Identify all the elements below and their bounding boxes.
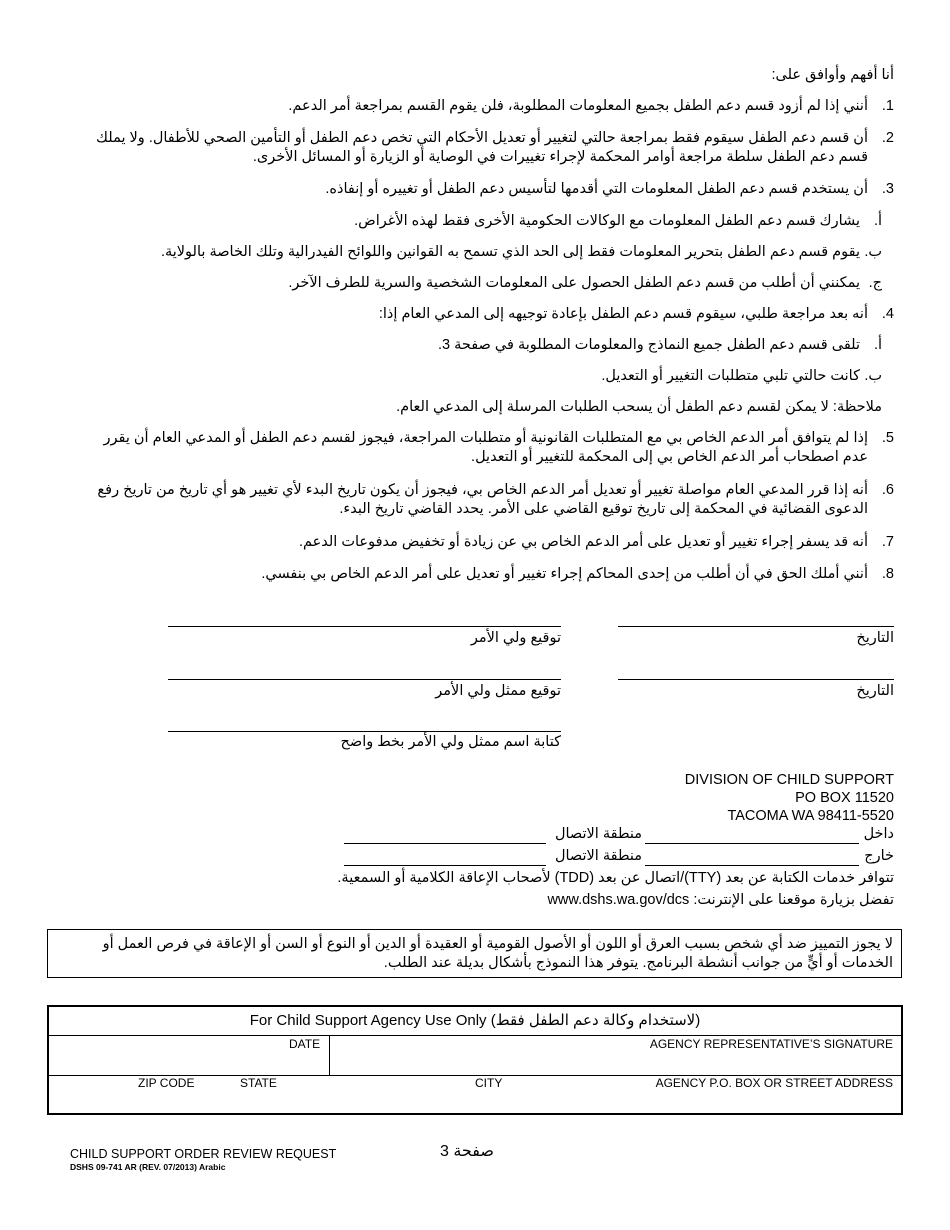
outside-area-code-line[interactable]: [344, 865, 546, 866]
item-text: أنه قد يسفر إجراء تغيير أو تعديل على أمر الدعم الخاص بي عن زيادة أو تخفيض مدفوعات الدعم.: [298, 534, 868, 550]
sub-item-letter: أ.: [873, 337, 882, 353]
item-text: أنه بعد مراجعة طلبي، سيقوم قسم دعم الطفل بإعادة توجيهه إلى المدعي العام إذا:: [378, 306, 868, 322]
note-text: ملاحظة: لا يمكن لقسم دعم الطفل أن يسحب الطلبات المرسلة إلى المدعي العام.: [396, 399, 882, 415]
address-line-1: DIVISION OF CHILD SUPPORT: [684, 772, 894, 788]
website-link[interactable]: www.dshs.wa.gov/dcs: [547, 892, 690, 908]
website-line: [547, 891, 894, 910]
column-divider: [329, 1035, 330, 1075]
date-label: التاريخ: [856, 630, 894, 646]
agency-zip-label: ZIP CODE: [138, 1076, 195, 1090]
agency-address-label: AGENCY P.O. BOX OR STREET ADDRESS: [655, 1076, 893, 1090]
item-number: 2.: [881, 130, 894, 146]
inside-area-code-line[interactable]: [344, 843, 546, 844]
address-line-2: PO BOX 11520: [795, 790, 894, 806]
sub-item-letter: أ.: [873, 213, 882, 229]
agency-signature-row: [49, 1035, 901, 1076]
item-number: 7.: [881, 534, 894, 550]
website-label: تفضل بزيارة موقعنا على الإنترنت:: [693, 892, 894, 908]
agency-city-label: CITY: [475, 1076, 503, 1090]
representative-signature-label: توقيع ممثل ولي الأمر: [435, 683, 561, 699]
item-text: أنني إذا لم أزود قسم دعم الطفل بجميع المعلومات المطلوبة، فلن يقوم القسم بمراجعة أمر الدعم.: [288, 98, 868, 114]
outside-phone-line[interactable]: [645, 865, 859, 866]
address-line-3: TACOMA WA 98411-5520: [727, 808, 894, 824]
parent-signature-label: توقيع ولي الأمر: [470, 630, 561, 646]
agency-state-label: STATE: [240, 1076, 277, 1090]
sub-item-letter: ج.: [868, 275, 882, 291]
sub-item-text: يقوم قسم دعم الطفل بتحرير المعلومات فقط إلى الحد الذي تسمح به القوانين واللوائح الفيدرالية وتلك الخاصة بالولاية.: [160, 244, 860, 260]
inside-label: داخل: [863, 826, 894, 842]
item-number: 8.: [881, 566, 894, 582]
item-text: أن يستخدم قسم دعم الطفل المعلومات التي أقدمها لتأسيس دعم الطفل أو تغييره أو إنفاذه.: [325, 181, 868, 197]
item-number: 4.: [881, 306, 894, 322]
date-line-1[interactable]: [618, 626, 894, 627]
nondiscrimination-box: [47, 929, 902, 978]
item-number: 1.: [881, 98, 894, 114]
item-text: أنني أملك الحق في أن أطلب من إحدى المحاكم إجراء تغيير أو تعديل على أمر الدعم الخاص بي بنفسي.: [261, 566, 868, 582]
representative-signature-line[interactable]: [168, 679, 561, 680]
item-text: أن قسم دعم الطفل سيقوم فقط بمراجعة حالتي لتغيير أو تعديل الأحكام التي تخص دعم الطفل أو التأمين الصحي للأطفال. ولا يملك قسم دعم الطفل سلطة مراجعة أوامر المحكمة لإجراء تغييرات في الوصاية أو الزيارة أو المسائل الأخرى.: [96, 130, 868, 165]
item-number: 5.: [881, 430, 894, 446]
sub-item-letter: ب.: [864, 244, 882, 260]
date-line-2[interactable]: [618, 679, 894, 680]
tty-notice: تتوافر خدمات الكتابة عن بعد (TTY)/اتصال عن بعد (TDD) لأصحاب الإعاقة الكلامية أو السمعية.: [337, 870, 894, 886]
agency-rep-signature-label: AGENCY REPRESENTATIVE’S SIGNATURE: [649, 1037, 893, 1051]
intro-heading: أنا أفهم وأوافق على:: [771, 67, 894, 83]
item-number: 6.: [881, 482, 894, 498]
date-label: التاريخ: [856, 683, 894, 699]
sub-item-text: كانت حالتي تلبي متطلبات التغيير أو التعديل.: [601, 368, 860, 384]
form-title: CHILD SUPPORT ORDER REVIEW REQUEST: [70, 1147, 337, 1161]
form-code: DSHS 09-741 AR (REV. 07/2013) Arabic: [70, 1162, 226, 1172]
area-code-label: منطقة الاتصال: [554, 826, 642, 842]
page-number: صفحة 3: [440, 1143, 494, 1160]
item-number: 3.: [881, 181, 894, 197]
sub-item-text: يمكنني أن أطلب من قسم دعم الطفل الحصول على المعلومات الشخصية والسرية للطرف الآخر.: [288, 275, 860, 291]
area-code-label: منطقة الاتصال: [554, 848, 642, 864]
representative-name-line[interactable]: [168, 731, 561, 732]
representative-name-label: كتابة اسم ممثل ولي الأمر بخط واضح: [340, 734, 561, 750]
inside-phone-line[interactable]: [645, 843, 859, 844]
sub-item-text: تلقى قسم دعم الطفل جميع النماذج والمعلومات المطلوبة في صفحة 3.: [437, 337, 860, 353]
agency-use-box: [47, 1005, 903, 1115]
agency-box-title: For Child Support Agency Use Only (لاستخدام وكالة دعم الطفل فقط): [49, 1007, 901, 1036]
item-text: أنه إذا قرر المدعي العام مواصلة تغيير أو تعديل أمر الدعم الخاص بي، فيجوز أن يكون تاريخ البدء لأي تغيير هو أي تاريخ من تاريخ رفع الدعوى القضائية في المحكمة إلى تاريخ توقيع القاضي على الأمر. يحدد القاضي تاريخ البدء.: [97, 482, 868, 517]
sub-item-letter: ب.: [864, 368, 882, 384]
nondiscrimination-text: لا يجوز التمييز ضد أي شخص بسبب العرق أو اللون أو الأصول القومية أو العقيدة أو الدين أو النوع أو السن أو الإعاقة في فرص العمل أو الخدمات أو أيٍّ من جوانب أنشطة البرنامج. يتوفر هذا النموذج بأشكال بديلة عند الطلب.: [102, 936, 893, 971]
item-text: إذا لم يتوافق أمر الدعم الخاص بي مع المتطلبات القانونية أو متطلبات المراجعة، فيجوز لقسم دعم الطفل أو المدعي العام أن يقرر عدم اصطحاب أمر الدعم الخاص بي إلى المحكمة للتغيير أو التعديل.: [103, 430, 868, 465]
parent-signature-line[interactable]: [168, 626, 561, 627]
outside-label: خارج: [864, 848, 894, 864]
agency-date-label: DATE: [289, 1037, 321, 1051]
sub-item-text: يشارك قسم دعم الطفل المعلومات مع الوكالات الحكومية الأخرى فقط لهذه الأغراض.: [354, 213, 860, 229]
